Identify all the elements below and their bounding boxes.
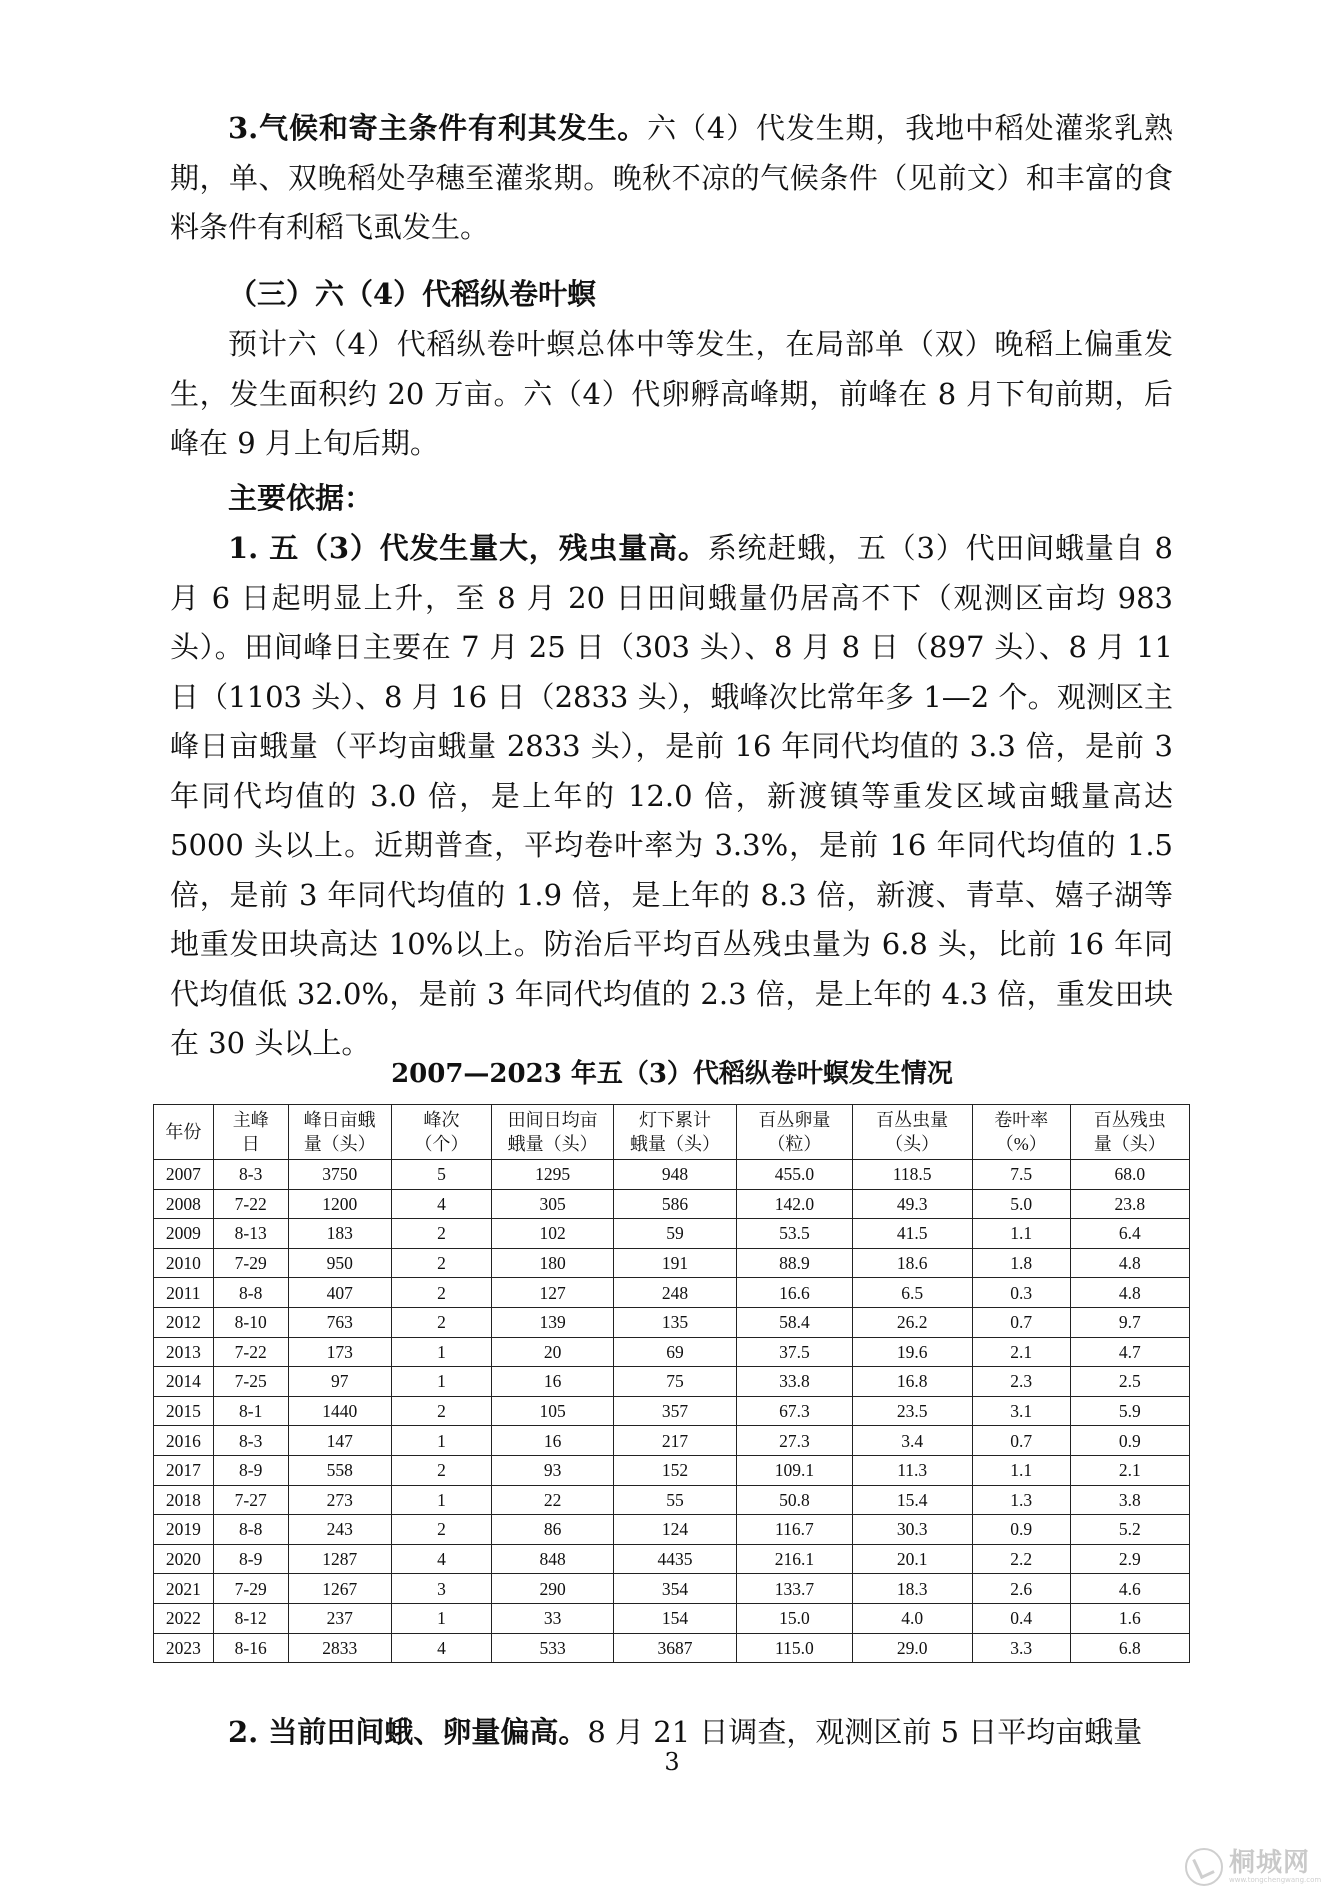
table-row bbox=[154, 1426, 1190, 1456]
table-cell: 8-3 bbox=[213, 1160, 288, 1190]
table-cell: 2012 bbox=[154, 1307, 214, 1337]
table-cell: 243 bbox=[288, 1515, 391, 1545]
table-header-cell bbox=[154, 1105, 214, 1160]
table-cell: 173 bbox=[288, 1337, 391, 1367]
table-cell: 2 bbox=[391, 1515, 492, 1545]
table-row bbox=[154, 1248, 1190, 1278]
table-cell: 68.0 bbox=[1070, 1160, 1189, 1190]
table-cell: 33.8 bbox=[737, 1367, 852, 1397]
table-cell: 67.3 bbox=[737, 1396, 852, 1426]
table-cell: 1.8 bbox=[972, 1248, 1070, 1278]
table-cell: 6.8 bbox=[1070, 1633, 1189, 1663]
table-header-line: 百丛虫量 bbox=[876, 1110, 949, 1130]
page-number: 3 bbox=[664, 1748, 680, 1776]
table-header-line: （头） bbox=[885, 1134, 940, 1154]
table-cell: 8-16 bbox=[213, 1633, 288, 1663]
table-row bbox=[154, 1633, 1190, 1663]
table-cell: 1 bbox=[391, 1426, 492, 1456]
table-row bbox=[154, 1367, 1190, 1397]
table-cell: 183 bbox=[288, 1219, 391, 1249]
table-header-line: 灯下累计 bbox=[639, 1110, 712, 1130]
table-cell: 3687 bbox=[613, 1633, 736, 1663]
table-cell: 49.3 bbox=[852, 1189, 972, 1219]
table-cell: 2009 bbox=[154, 1219, 214, 1249]
table-cell: 93 bbox=[492, 1455, 613, 1485]
table-cell: 1.1 bbox=[972, 1455, 1070, 1485]
table-cell: 116.7 bbox=[737, 1515, 852, 1545]
table-row bbox=[154, 1574, 1190, 1604]
table-cell: 2018 bbox=[154, 1485, 214, 1515]
section3-paragraph bbox=[170, 104, 1173, 253]
table-cell: 3.8 bbox=[1070, 1485, 1189, 1515]
table-header-cell bbox=[288, 1105, 391, 1160]
table-cell: 0.7 bbox=[972, 1307, 1070, 1337]
table-cell: 1 bbox=[391, 1603, 492, 1633]
table-row bbox=[154, 1307, 1190, 1337]
table-cell: 763 bbox=[288, 1307, 391, 1337]
table-cell: 15.0 bbox=[737, 1603, 852, 1633]
table-cell: 2013 bbox=[154, 1337, 214, 1367]
table-cell: 58.4 bbox=[737, 1307, 852, 1337]
table-cell: 2 bbox=[391, 1396, 492, 1426]
table-cell: 5.9 bbox=[1070, 1396, 1189, 1426]
table-header-line: 蛾量（头） bbox=[507, 1134, 598, 1154]
table-cell: 8-3 bbox=[213, 1426, 288, 1456]
table-cell: 455.0 bbox=[737, 1160, 852, 1190]
table-cell: 7-25 bbox=[213, 1367, 288, 1397]
table-cell: 16 bbox=[492, 1426, 613, 1456]
table-cell: 1440 bbox=[288, 1396, 391, 1426]
point1-paragraph bbox=[170, 524, 1173, 1069]
table-cell: 97 bbox=[288, 1367, 391, 1397]
table-cell: 1267 bbox=[288, 1574, 391, 1604]
table-cell: 16.6 bbox=[737, 1278, 852, 1308]
watermark bbox=[1185, 1848, 1321, 1886]
table-cell: 1287 bbox=[288, 1544, 391, 1574]
table-cell: 8-8 bbox=[213, 1278, 288, 1308]
section-heading: （三）六（4）代稻纵卷叶螟 bbox=[228, 277, 597, 311]
table-cell: 154 bbox=[613, 1603, 736, 1633]
table-cell: 2833 bbox=[288, 1633, 391, 1663]
table-cell: 30.3 bbox=[852, 1515, 972, 1545]
table-cell: 26.2 bbox=[852, 1307, 972, 1337]
table-cell: 950 bbox=[288, 1248, 391, 1278]
table-cell: 11.3 bbox=[852, 1455, 972, 1485]
table-cell: 55 bbox=[613, 1485, 736, 1515]
table-cell: 2020 bbox=[154, 1544, 214, 1574]
table-cell: 5.0 bbox=[972, 1189, 1070, 1219]
table-cell: 180 bbox=[492, 1248, 613, 1278]
table-cell: 2.9 bbox=[1070, 1544, 1189, 1574]
table-cell: 2 bbox=[391, 1455, 492, 1485]
table-cell: 1295 bbox=[492, 1160, 613, 1190]
table-cell: 8-9 bbox=[213, 1455, 288, 1485]
table-cell: 3750 bbox=[288, 1160, 391, 1190]
point1-body: 系统赶蛾，五（3）代田间蛾量自 8 月 6 日起明显上升，至 8 月 20 日田间蛾量仍居高不下（观测区亩均 983 头）。田间峰日主要在 7 月 25 日（303 头）、8 月 8 日（897 头）、8 月 11 日（1103 头）、8 月 16 日（2833 头），蛾峰次比常年多 1—2 个。观测区主峰日亩蛾量（平均亩蛾量 2833 头），是前 16 年同代均值的 3.3 倍，是前 3 年同代均值的 3.0 倍，是上年的 12.0 倍，新渡镇等重发区域亩蛾量高达 5000 头以上。近期普查，平均卷叶率为 3.3%，是前 16 年同代均值的 1.5 倍，是前 3 年同代均值的 1.9 倍，是上年的 8.3 倍，新渡、青草、嬉子湖等地重发田块高达 10%以上。防治后平均百丛残虫量为 6.8 头，比前 16 年同代均值低 32.0%，是前 3 年同代均值的 2.3 倍，是上年的 4.3 倍，重发田块在 30 头以上。 bbox=[170, 531, 1173, 1060]
table-row bbox=[154, 1337, 1190, 1367]
table-header-cell bbox=[391, 1105, 492, 1160]
table-cell: 4 bbox=[391, 1189, 492, 1219]
table-cell: 152 bbox=[613, 1455, 736, 1485]
table-cell: 8-13 bbox=[213, 1219, 288, 1249]
table-cell: 3.4 bbox=[852, 1426, 972, 1456]
table-cell: 586 bbox=[613, 1189, 736, 1219]
table-header-cell bbox=[492, 1105, 613, 1160]
table-cell: 1 bbox=[391, 1367, 492, 1397]
table-title: 2007—2023 年五（3）代稻纵卷叶螟发生情况 bbox=[391, 1059, 953, 1089]
table-cell: 23.8 bbox=[1070, 1189, 1189, 1219]
table-cell: 7-27 bbox=[213, 1485, 288, 1515]
table-cell: 4.0 bbox=[852, 1603, 972, 1633]
table-cell: 1.6 bbox=[1070, 1603, 1189, 1633]
table-cell: 16 bbox=[492, 1367, 613, 1397]
table-header-line: 量（头） bbox=[1093, 1134, 1166, 1154]
table-cell: 2016 bbox=[154, 1426, 214, 1456]
table-cell: 86 bbox=[492, 1515, 613, 1545]
table-cell: 18.3 bbox=[852, 1574, 972, 1604]
watermark-text: 桐城网 bbox=[1229, 1848, 1311, 1878]
table-cell: 0.4 bbox=[972, 1603, 1070, 1633]
table-cell: 53.5 bbox=[737, 1219, 852, 1249]
table-cell: 273 bbox=[288, 1485, 391, 1515]
point1-lead: 1. 五（3）代发生量大，残虫量高。 bbox=[228, 531, 708, 565]
table-cell: 142.0 bbox=[737, 1189, 852, 1219]
table-header-line: 主峰 bbox=[232, 1110, 269, 1130]
watermark-url: www.tongchengwang.com bbox=[1229, 1876, 1322, 1884]
table-cell: 8-9 bbox=[213, 1544, 288, 1574]
table-cell: 0.7 bbox=[972, 1426, 1070, 1456]
table-cell: 2.3 bbox=[972, 1367, 1070, 1397]
table-header-line: 日 bbox=[241, 1134, 260, 1154]
table-cell: 1.3 bbox=[972, 1485, 1070, 1515]
table-header-line: （个） bbox=[414, 1134, 469, 1154]
table-cell: 948 bbox=[613, 1160, 736, 1190]
table-cell: 147 bbox=[288, 1426, 391, 1456]
table-cell: 248 bbox=[613, 1278, 736, 1308]
table-cell: 354 bbox=[613, 1574, 736, 1604]
table-cell: 2023 bbox=[154, 1633, 214, 1663]
table-cell: 23.5 bbox=[852, 1396, 972, 1426]
table-cell: 18.6 bbox=[852, 1248, 972, 1278]
table-cell: 0.9 bbox=[972, 1515, 1070, 1545]
table-row bbox=[154, 1396, 1190, 1426]
table-cell: 133.7 bbox=[737, 1574, 852, 1604]
table-cell: 135 bbox=[613, 1307, 736, 1337]
table-cell: 2.5 bbox=[1070, 1367, 1189, 1397]
table-cell: 3.3 bbox=[972, 1633, 1070, 1663]
table-header-cell bbox=[213, 1105, 288, 1160]
table-cell: 2 bbox=[391, 1248, 492, 1278]
table-cell: 305 bbox=[492, 1189, 613, 1219]
table-cell: 191 bbox=[613, 1248, 736, 1278]
table-row bbox=[154, 1485, 1190, 1515]
table-cell: 8-10 bbox=[213, 1307, 288, 1337]
table-cell: 124 bbox=[613, 1515, 736, 1545]
table-header-line: 百丛卵量 bbox=[758, 1110, 831, 1130]
table-cell: 1200 bbox=[288, 1189, 391, 1219]
table-header-cell bbox=[972, 1105, 1070, 1160]
table-header-cell bbox=[737, 1105, 852, 1160]
table-header-line: 峰次 bbox=[423, 1110, 460, 1130]
table-header-cell bbox=[613, 1105, 736, 1160]
section3-lead: 3.气候和寄主条件有利其发生。 bbox=[228, 111, 648, 145]
table-body bbox=[154, 1160, 1190, 1663]
table-cell: 2 bbox=[391, 1307, 492, 1337]
table-cell: 9.7 bbox=[1070, 1307, 1189, 1337]
table-cell: 2 bbox=[391, 1219, 492, 1249]
table-cell: 8-1 bbox=[213, 1396, 288, 1426]
table-cell: 7-29 bbox=[213, 1248, 288, 1278]
table-row bbox=[154, 1455, 1190, 1485]
table-header-line: 卷叶率 bbox=[994, 1110, 1049, 1130]
data-table bbox=[153, 1104, 1190, 1663]
table-cell: 4 bbox=[391, 1633, 492, 1663]
table-row bbox=[154, 1278, 1190, 1308]
table-cell: 2017 bbox=[154, 1455, 214, 1485]
table-cell: 69 bbox=[613, 1337, 736, 1367]
table-cell: 8-12 bbox=[213, 1603, 288, 1633]
table-cell: 1.1 bbox=[972, 1219, 1070, 1249]
table-cell: 1 bbox=[391, 1337, 492, 1367]
table-cell: 2022 bbox=[154, 1603, 214, 1633]
table-cell: 37.5 bbox=[737, 1337, 852, 1367]
point2-lead: 2. 当前田间蛾、卵量偏高。 bbox=[228, 1715, 588, 1749]
table-cell: 2019 bbox=[154, 1515, 214, 1545]
table-row bbox=[154, 1219, 1190, 1249]
forecast-paragraph: 预计六（4）代稻纵卷叶螟总体中等发生，在局部单（双）晚稻上偏重发生，发生面积约 20 万亩。六（4）代卵孵高峰期，前峰在 8 月下旬前期，后峰在 9 月上旬后期。 bbox=[170, 327, 1173, 460]
table-cell: 4.8 bbox=[1070, 1248, 1189, 1278]
table-cell: 102 bbox=[492, 1219, 613, 1249]
table-cell: 75 bbox=[613, 1367, 736, 1397]
table-cell: 19.6 bbox=[852, 1337, 972, 1367]
basis-heading: 主要依据： bbox=[228, 481, 374, 515]
table-cell: 5 bbox=[391, 1160, 492, 1190]
table-cell: 7-22 bbox=[213, 1189, 288, 1219]
table-cell: 8-8 bbox=[213, 1515, 288, 1545]
table-cell: 27.3 bbox=[737, 1426, 852, 1456]
table-cell: 3 bbox=[391, 1574, 492, 1604]
table-cell: 22 bbox=[492, 1485, 613, 1515]
table-cell: 7-22 bbox=[213, 1337, 288, 1367]
table-header-line: 峰日亩蛾 bbox=[303, 1110, 376, 1130]
table-row bbox=[154, 1603, 1190, 1633]
table-cell: 357 bbox=[613, 1396, 736, 1426]
table-cell: 1 bbox=[391, 1485, 492, 1515]
table-cell: 237 bbox=[288, 1603, 391, 1633]
table-cell: 2014 bbox=[154, 1367, 214, 1397]
table-cell: 407 bbox=[288, 1278, 391, 1308]
table-cell: 6.5 bbox=[852, 1278, 972, 1308]
table-cell: 16.8 bbox=[852, 1367, 972, 1397]
table-cell: 20 bbox=[492, 1337, 613, 1367]
table-cell: 2.2 bbox=[972, 1544, 1070, 1574]
table-cell: 109.1 bbox=[737, 1455, 852, 1485]
table-cell: 7-29 bbox=[213, 1574, 288, 1604]
table-cell: 127 bbox=[492, 1278, 613, 1308]
table-cell: 533 bbox=[492, 1633, 613, 1663]
table-header-line: （%） bbox=[995, 1134, 1047, 1154]
watermark-logo-icon bbox=[1185, 1848, 1223, 1886]
table-header-line: 蛾量（头） bbox=[630, 1134, 721, 1154]
table-cell: 2007 bbox=[154, 1160, 214, 1190]
table-cell: 50.8 bbox=[737, 1485, 852, 1515]
table-cell: 0.9 bbox=[1070, 1426, 1189, 1456]
table-cell: 558 bbox=[288, 1455, 391, 1485]
table-header-line: 年份 bbox=[165, 1122, 202, 1142]
table-cell: 15.4 bbox=[852, 1485, 972, 1515]
table-cell: 4435 bbox=[613, 1544, 736, 1574]
table-cell: 33 bbox=[492, 1603, 613, 1633]
table-cell: 88.9 bbox=[737, 1248, 852, 1278]
table-cell: 6.4 bbox=[1070, 1219, 1189, 1249]
table-cell: 41.5 bbox=[852, 1219, 972, 1249]
point2-body: 8 月 21 日调查，观测区前 5 日平均亩蛾量 bbox=[587, 1715, 1143, 1749]
table-header-line: 百丛残虫 bbox=[1093, 1110, 1166, 1130]
table-cell: 5.2 bbox=[1070, 1515, 1189, 1545]
table-cell: 2.1 bbox=[1070, 1455, 1189, 1485]
section3-body: 六（4）代发生期，我地中稻处灌浆乳熟期，单、双晚稻处孕穗至灌浆期。晚秋不凉的气候条件（见前文）和丰富的食料条件有利稻飞虱发生。 bbox=[170, 111, 1173, 244]
table-header-cell bbox=[852, 1105, 972, 1160]
table-cell: 2.6 bbox=[972, 1574, 1070, 1604]
table-cell: 139 bbox=[492, 1307, 613, 1337]
table-header-line: （粒） bbox=[767, 1134, 822, 1154]
table-header-cell bbox=[1070, 1105, 1189, 1160]
table-cell: 2021 bbox=[154, 1574, 214, 1604]
table-cell: 59 bbox=[613, 1219, 736, 1249]
table-cell: 29.0 bbox=[852, 1633, 972, 1663]
table-cell: 4.6 bbox=[1070, 1574, 1189, 1604]
table-cell: 3.1 bbox=[972, 1396, 1070, 1426]
table-cell: 2010 bbox=[154, 1248, 214, 1278]
table-cell: 2008 bbox=[154, 1189, 214, 1219]
table-cell: 4.7 bbox=[1070, 1337, 1189, 1367]
table-cell: 2.1 bbox=[972, 1337, 1070, 1367]
table-row bbox=[154, 1189, 1190, 1219]
table-cell: 2 bbox=[391, 1278, 492, 1308]
table-row bbox=[154, 1544, 1190, 1574]
table-cell: 115.0 bbox=[737, 1633, 852, 1663]
table-cell: 2011 bbox=[154, 1278, 214, 1308]
table-cell: 118.5 bbox=[852, 1160, 972, 1190]
table-cell: 4.8 bbox=[1070, 1278, 1189, 1308]
table-cell: 7.5 bbox=[972, 1160, 1070, 1190]
table-cell: 216.1 bbox=[737, 1544, 852, 1574]
table-row bbox=[154, 1160, 1190, 1190]
table-cell: 848 bbox=[492, 1544, 613, 1574]
table-header-line: 田间日均亩 bbox=[507, 1110, 598, 1130]
table-cell: 217 bbox=[613, 1426, 736, 1456]
table-cell: 290 bbox=[492, 1574, 613, 1604]
table-row bbox=[154, 1515, 1190, 1545]
table-cell: 20.1 bbox=[852, 1544, 972, 1574]
table-cell: 105 bbox=[492, 1396, 613, 1426]
table-cell: 2015 bbox=[154, 1396, 214, 1426]
table-cell: 0.3 bbox=[972, 1278, 1070, 1308]
table-cell: 4 bbox=[391, 1544, 492, 1574]
table-header-line: 量（头） bbox=[303, 1134, 376, 1154]
table-header-row bbox=[154, 1105, 1190, 1160]
